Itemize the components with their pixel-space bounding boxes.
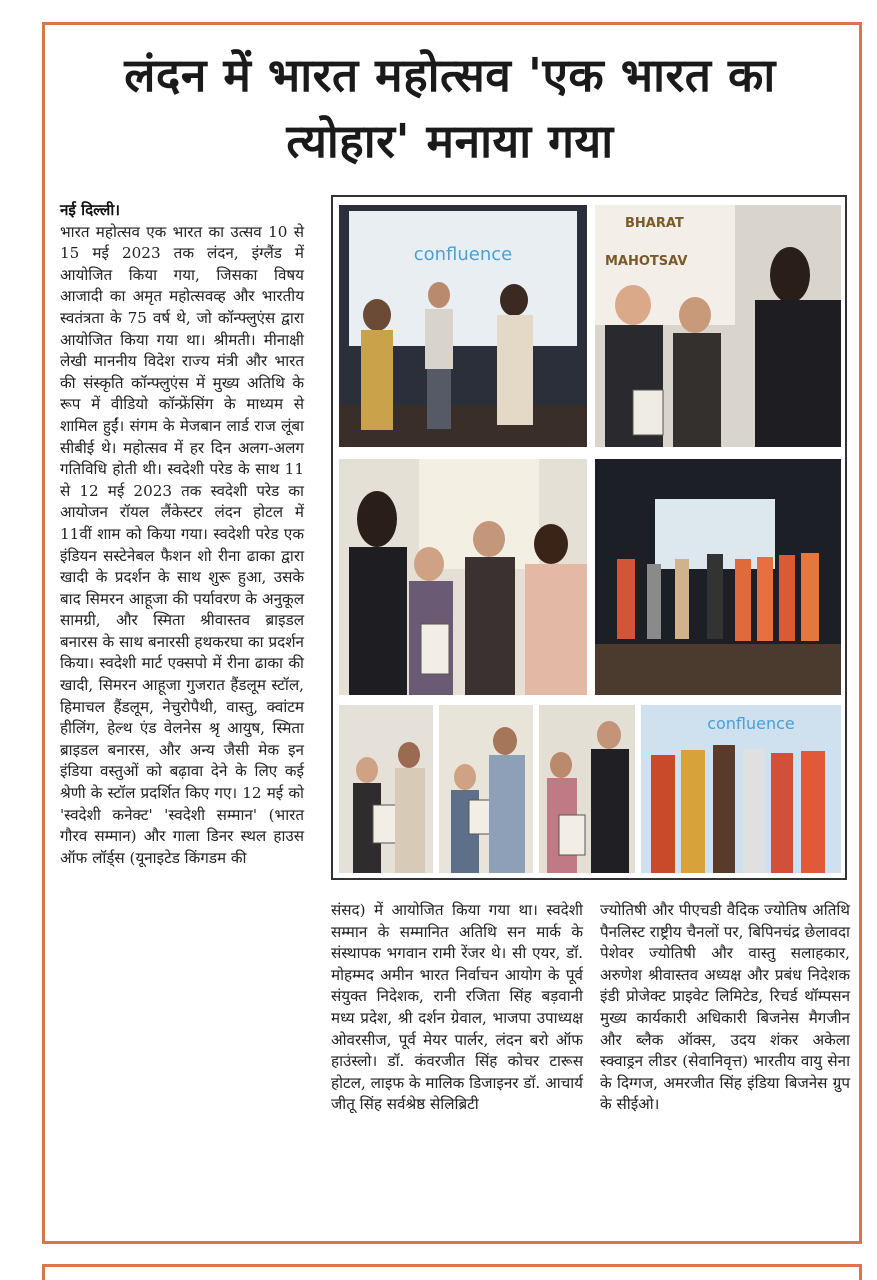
photo-three-honourees xyxy=(595,205,841,447)
next-article-border xyxy=(42,1264,862,1280)
headline-line-2: त्योहार' मनाया गया xyxy=(286,114,614,168)
article-column-1 xyxy=(60,200,304,869)
photo-stage-dancers xyxy=(595,459,841,695)
dateline: नई दिल्ली। xyxy=(60,201,121,219)
performers-banner-text: confluence xyxy=(707,714,795,733)
bharat-text: BHARAT xyxy=(625,216,684,231)
photo-stage-speakers xyxy=(339,205,587,447)
column-3-text: ज्योतिषी और पीएचडी वैदिक ज्योतिष अतिथि पैनलिस्ट राष्ट्रीय चैनलों पर, बिपिनचंद्र छेलावदा पेशेवर ज्योतिषी और वास्तु सलाहकार, अरुणेश श्रीवास्तव अध्यक्ष और प्रबंध निदेशक इंडी प्रोजेक्ट प्राइवेट लिमिटेड, रिचर्ड थॉम्पसन मुख्य कार्यकारी अधिकारी बिजनेस मैगजीन और ब्लैक ऑक्स, उदय शंकर अकेला स्क्वाड्रन लीडर (सेवानिवृत्त) भारतीय वायु सेना के दिग्गज, अमरजीत सिंह इंडिया बिजनेस ग्रुप के सीईओ। xyxy=(600,901,850,1114)
mahotsav-text: MAHOTSAV xyxy=(605,254,688,269)
column-2-text: संसद) में आयोजित किया गया था। स्वदेशी सम्मान के सम्मानित अतिथि सन मार्क के संस्थापक भगवान रामी रेंजर थे। सी एयर, डॉ. मोहम्मद अमीन भारत निर्वाचन आयोग के पूर्व संयुक्त निदेशक, रानी रजिता सिंह बड़वानी मध्य प्रदेश, श्री दर्शन ग्रेवाल, भाजपा उपाध्यक्ष ओवरसीज, पूर्व मेयर पार्लर, लंदन बरो ऑफ हाउंस्लो। डॉ. कंवरजीत सिंह कोचर टारूस होटल, लाइफ के मालिक डिजाइनर डॉ. आचार्य जीतू सिंह सर्वश्रेष्ठ सेलिब्रिटी xyxy=(331,901,583,1114)
photo-award-2 xyxy=(439,705,533,873)
column-1-text: भारत महोत्सव एक भारत का उत्सव 10 से 15 मई 2023 तक लंदन, इंग्लैंड में आयोजित किया गया, जिसका विषय आजादी का अमृत महोत्सवव्ह और भारतीय स्वतंत्रता के 75 वर्ष थे, जो कॉन्फ्लुएंस द्वारा आयोजित किया गया था। श्रीमती। मीनाक्षी लेखी माननीय विदेश राज्य मंत्री और भारत की संस्कृति कॉन्फ्लुएंस में मुख्य अतिथि के रूप में वीडियो कॉन्फ्रेंसिंग के माध्यम से शामिल हुईं। संगम के मेजबान लार्ड राज लूंबा सीबीई थे। महोत्सव में हर दिन अलग-अलग गतिविधि होती थी। स्वदेशी परेड के साथ 11 से 12 मई 2023 तक स्वदेशी परेड का आयोजन रॉयल लैंकेस्टर लंदन होटल में 11वीं शाम को किया गया। स्वदेशी परेड एक इंडियन सस्टेनेबल फैशन शो रीना ढाका द्वारा खादी के प्रदर्शन के साथ शुरू हुआ, उसके बाद सिमरन आहूजा की पर्यावरण के अनुकूल सामग्री, और स्मिता श्रीवास्तव ब्राइडल बनारस के साथ बनारसी हथकरघा का प्रदर्शन किया। स्वदेशी मार्ट एक्सपो में रीना ढाका की खादी, सिमरन आहूजा गुजरात हैंडलूम स्टॉल, हिमाचल हैंडलूम, नेचुरोपैथी, वास्तु, क्वांटम हीलिंग, हेल्थ एंड वेलनेस श्रृ आयुष, स्मिता ब्राइडल बनारस, और अन्य जैसी मेक इन इंडिया वस्तुओं को बढ़ावा देने के लिए कई श्रेणी के स्टॉल प्रदर्शित किए गए। 12 मई को 'स्वदेशी कनेक्ट' 'स्वदेशी सम्मान' (भारत गौरव सम्मान) और गाला डिनर स्थल हाउस ऑफ लॉर्ड्स (यूनाइटेड किंगडम की xyxy=(60,222,304,867)
headline xyxy=(50,42,850,174)
photo-collage xyxy=(331,195,847,880)
headline-line-1: लंदन में भारत महोत्सव 'एक भारत का xyxy=(124,48,776,102)
article-column-3 xyxy=(600,900,850,1116)
photo-award-1 xyxy=(339,705,433,873)
photo-award-3 xyxy=(539,705,635,873)
photo-costumed-performers xyxy=(641,705,841,873)
photo-group-award xyxy=(339,459,587,695)
article-column-2 xyxy=(331,900,583,1116)
stage-banner-text: confluence xyxy=(413,244,513,265)
